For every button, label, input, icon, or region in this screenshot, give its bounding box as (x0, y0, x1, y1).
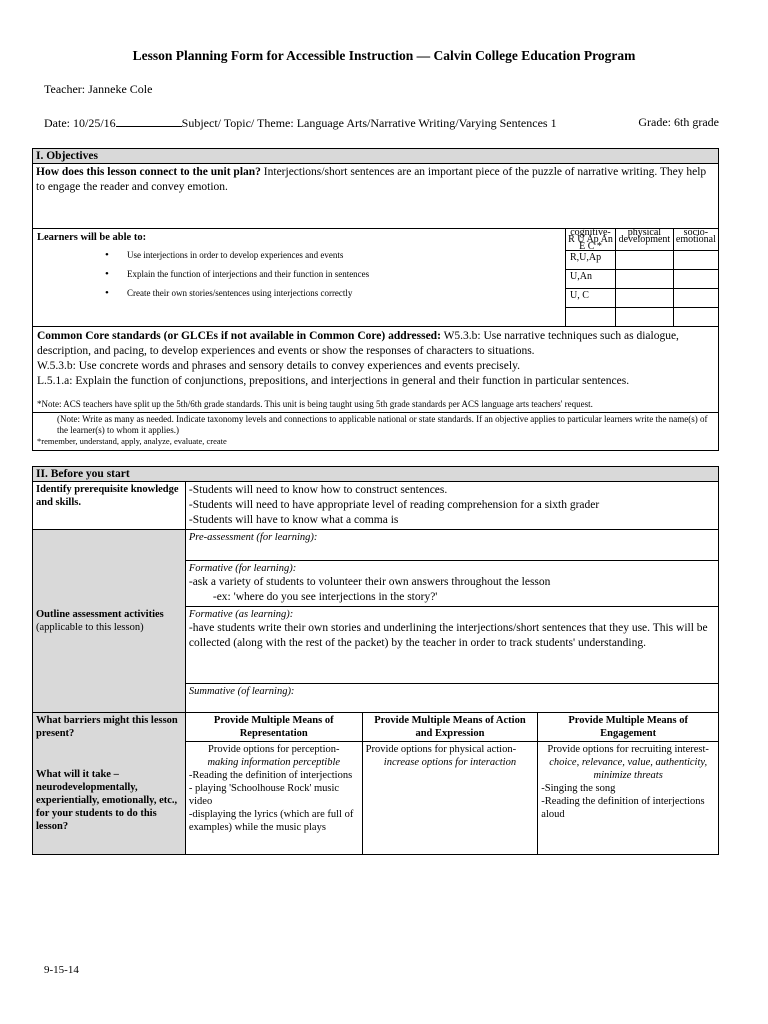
assessment-label: Outline assessment activities (36, 609, 164, 620)
representation-text: making information perceptible (207, 757, 341, 768)
formative-for-cell (185, 561, 718, 607)
action-header: Provide Multiple Means of Action and Expression (362, 713, 538, 742)
prereq-cell (185, 482, 718, 530)
engagement-text-b: choice, relevance, value, authenticity, minimize threats (549, 757, 708, 781)
formative-as-text: -have students write their own stories and underlining the interjections/short sentences that they use. This will be collected (along with the rest of the packet) by the teacher in order to track students' understanding. (188, 622, 708, 649)
col-cognitive-header: cognitive- R U Ap An E C * (566, 229, 615, 251)
learners-table (33, 229, 718, 326)
action-cell (362, 742, 538, 855)
page-title: Lesson Planning Form for Accessible Instruction — Calvin College Education Program (132, 48, 636, 63)
cognitive-level: U, C (566, 289, 615, 308)
engagement-text-a: Provide options for recruiting interest- (547, 744, 709, 755)
representation-text: -Reading the definition of interjections (188, 770, 353, 781)
cognitive-level (566, 308, 615, 327)
learners-label: Learners will be able to: (37, 232, 147, 243)
what-it-takes-label: What will it take – neurodevelopmentally, experientially, emotionally, etc., for your students to do this lesson? (36, 769, 178, 832)
common-core-label: Common Core standards (or GLCEs if not available in Common Core) addressed: (37, 330, 441, 342)
objective-item: • Explain the function of interjections and their function in sentences (127, 265, 561, 284)
taxonomy-grid-cell (566, 229, 719, 326)
social-level (673, 289, 718, 308)
objective-list (37, 246, 561, 303)
unit-connection-cell (33, 164, 719, 229)
engagement-cell (538, 742, 719, 855)
grade-text: Grade: 6th grade (638, 115, 719, 129)
social-level (673, 251, 718, 270)
objectives-header: I. Objectives (33, 149, 719, 164)
formative-for-example: -ex: 'where do you see interjections in the story?' (212, 591, 438, 603)
engagement-text: -Singing the song (541, 783, 616, 794)
representation-text: - playing 'Schoolhouse Rock' music video (188, 783, 340, 807)
assessment-label-cell (33, 530, 186, 713)
before-header: II. Before you start (33, 467, 719, 482)
physical-level (615, 251, 673, 270)
engagement-header: Provide Multiple Means of Engagement (538, 713, 719, 742)
learners-list-cell (33, 229, 566, 326)
cognitive-level: R,U,Ap (566, 251, 615, 270)
common-core-standard: L.5.1.a: Explain the function of conjunctions, prepositions, and interjections in general and their function in particular sentences. (37, 375, 630, 387)
pre-assessment-cell: Pre-assessment (for learning): (185, 530, 718, 561)
formative-for-label: Formative (for learning): (188, 563, 297, 574)
objectives-table (32, 148, 719, 451)
taxonomy-grid (566, 229, 718, 326)
barriers-label-cell (33, 713, 186, 855)
common-core-cell (33, 327, 719, 413)
common-core-line-1 (37, 329, 714, 359)
representation-text: Provide options for perception- (207, 744, 340, 755)
footer-date: 9-15-14 (44, 964, 79, 976)
date-text: Date: 10/25/16 (44, 116, 116, 130)
engagement-text: -Reading the definition of interjections aloud (541, 796, 705, 820)
formative-as-cell (185, 607, 718, 684)
col-physical-header: physical development (615, 229, 673, 251)
summative-cell: Summative (of learning): (185, 684, 718, 713)
assessment-sub-label: (applicable to this lesson) (36, 622, 144, 633)
common-core-note: *Note: ACS teachers have split up the 5th/6th grade standards. This unit is being taught using 5th grade standards per ACS language arts teachers' request. (37, 399, 593, 409)
formative-as-label: Formative (as learning): (188, 609, 294, 620)
engagement-text (541, 743, 715, 782)
taxonomy-legend: *remember, understand, apply, analyze, evaluate, create (37, 436, 227, 446)
representation-cell (185, 742, 362, 855)
before-you-start-table (32, 466, 719, 855)
learners-cell (33, 229, 719, 327)
prereq-item: -Students will need to have appropriate level of reading comprehension for a sixth grader (188, 499, 600, 511)
common-core-standard: W.5.3.b: Use concrete words and phrases and sensory details to convey experiences and events precisely. (37, 360, 520, 372)
prereq-label: Identify prerequisite knowledge and skills. (33, 482, 186, 530)
subject-text: Subject/ Topic/ Theme: Language Arts/Narrative Writing/Varying Sentences 1 (181, 116, 557, 130)
objective-item: • Create their own stories/sentences using interjections correctly (127, 284, 561, 303)
note-text: (Note: Write as many as needed. Indicate taxonomy levels and connections to applicable national or state standards. If an objective applies to particular learners write the name(s) of the learner(s) to whom it applies.) (57, 414, 708, 435)
action-text: increase options for interaction (383, 757, 517, 768)
representation-text: -displaying the lyrics (which are full of examples) while the music plays (188, 809, 354, 833)
physical-level (615, 289, 673, 308)
physical-level (615, 270, 673, 289)
date-subject-line (44, 115, 719, 131)
unit-connection-question: How does this lesson connect to the unit plan? (36, 166, 261, 178)
objective-item: • Use interjections in order to develop experiences and events (127, 246, 561, 265)
barriers-label: What barriers might this lesson present? (36, 715, 178, 739)
date-underline (116, 115, 182, 127)
representation-header: Provide Multiple Means of Representation (185, 713, 362, 742)
col-social-header: socio-emotional (673, 229, 718, 251)
social-level (673, 308, 718, 327)
prereq-item: -Students will have to know what a comma is (188, 514, 399, 526)
physical-level (615, 308, 673, 327)
note-cell (33, 413, 719, 451)
prereq-item: -Students will need to know how to construct sentences. (188, 484, 448, 496)
social-level (673, 270, 718, 289)
cognitive-level: U,An (566, 270, 615, 289)
common-core-standard: W5.3.b: Use narrative techniques such as dialogue, description, and pacing, to develop experiences and events or show the responses of characters to situations. (37, 330, 679, 357)
action-text: Provide options for physical action- (365, 744, 517, 755)
unit-connection-answer: Interjections/short sentences are an important piece of the puzzle of narrative writing. They help to engage the reader and convey emotion. (36, 166, 707, 193)
teacher-line: Teacher: Janneke Cole (44, 82, 153, 96)
formative-for-text: -ask a variety of students to volunteer their own answers throughout the lesson (188, 576, 551, 588)
